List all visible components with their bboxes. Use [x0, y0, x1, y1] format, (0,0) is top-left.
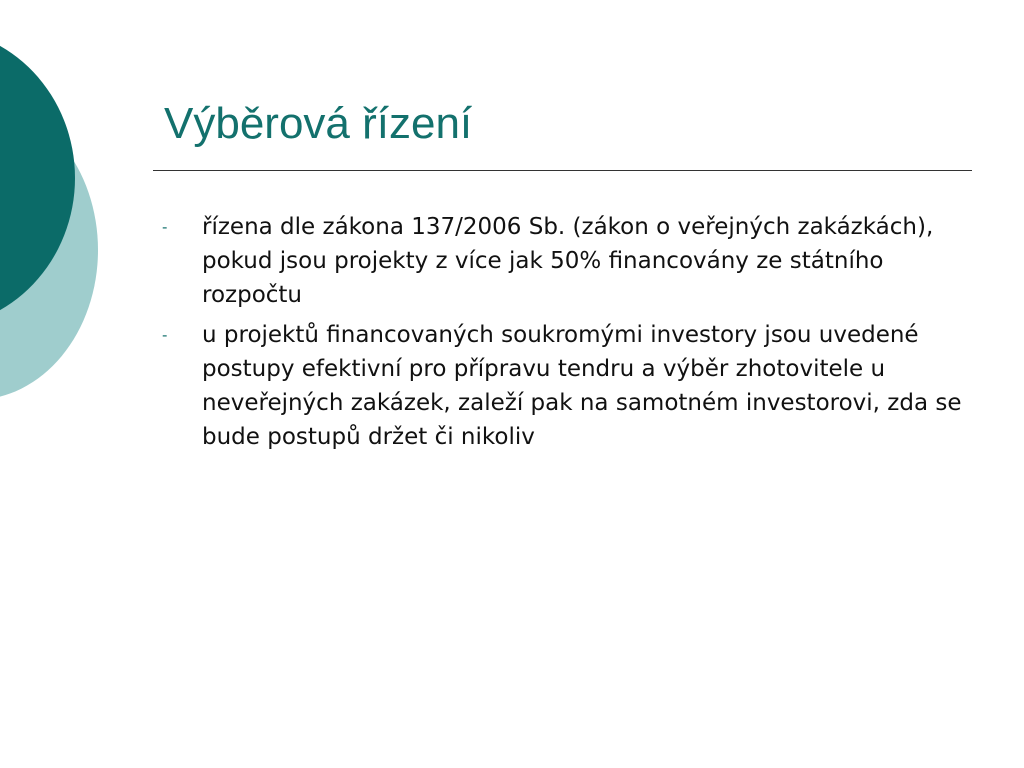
bullet-list: [162, 210, 972, 460]
list-item: [162, 318, 972, 454]
slide-title: Výběrová řízení: [164, 99, 473, 148]
list-item: [162, 210, 972, 312]
dash-bullet-icon: -: [162, 218, 168, 236]
bullet-text: řízena dle zákona 137/2006 Sb. (zákon o veřejných zakázkách), pokud jsou projekty z více jak 50% financovány ze státního rozpočtu: [202, 214, 934, 308]
title-divider: [153, 170, 972, 171]
bullet-text: u projektů financovaných soukromými investory jsou uvedené postupy efektivní pro přípravu tendru a výběr zhotovitele u neveřejných zakázek, zaleží pak na samotném investorovi, zda se bude postupů držet či nikoliv: [202, 322, 962, 450]
dash-bullet-icon: -: [162, 326, 168, 344]
